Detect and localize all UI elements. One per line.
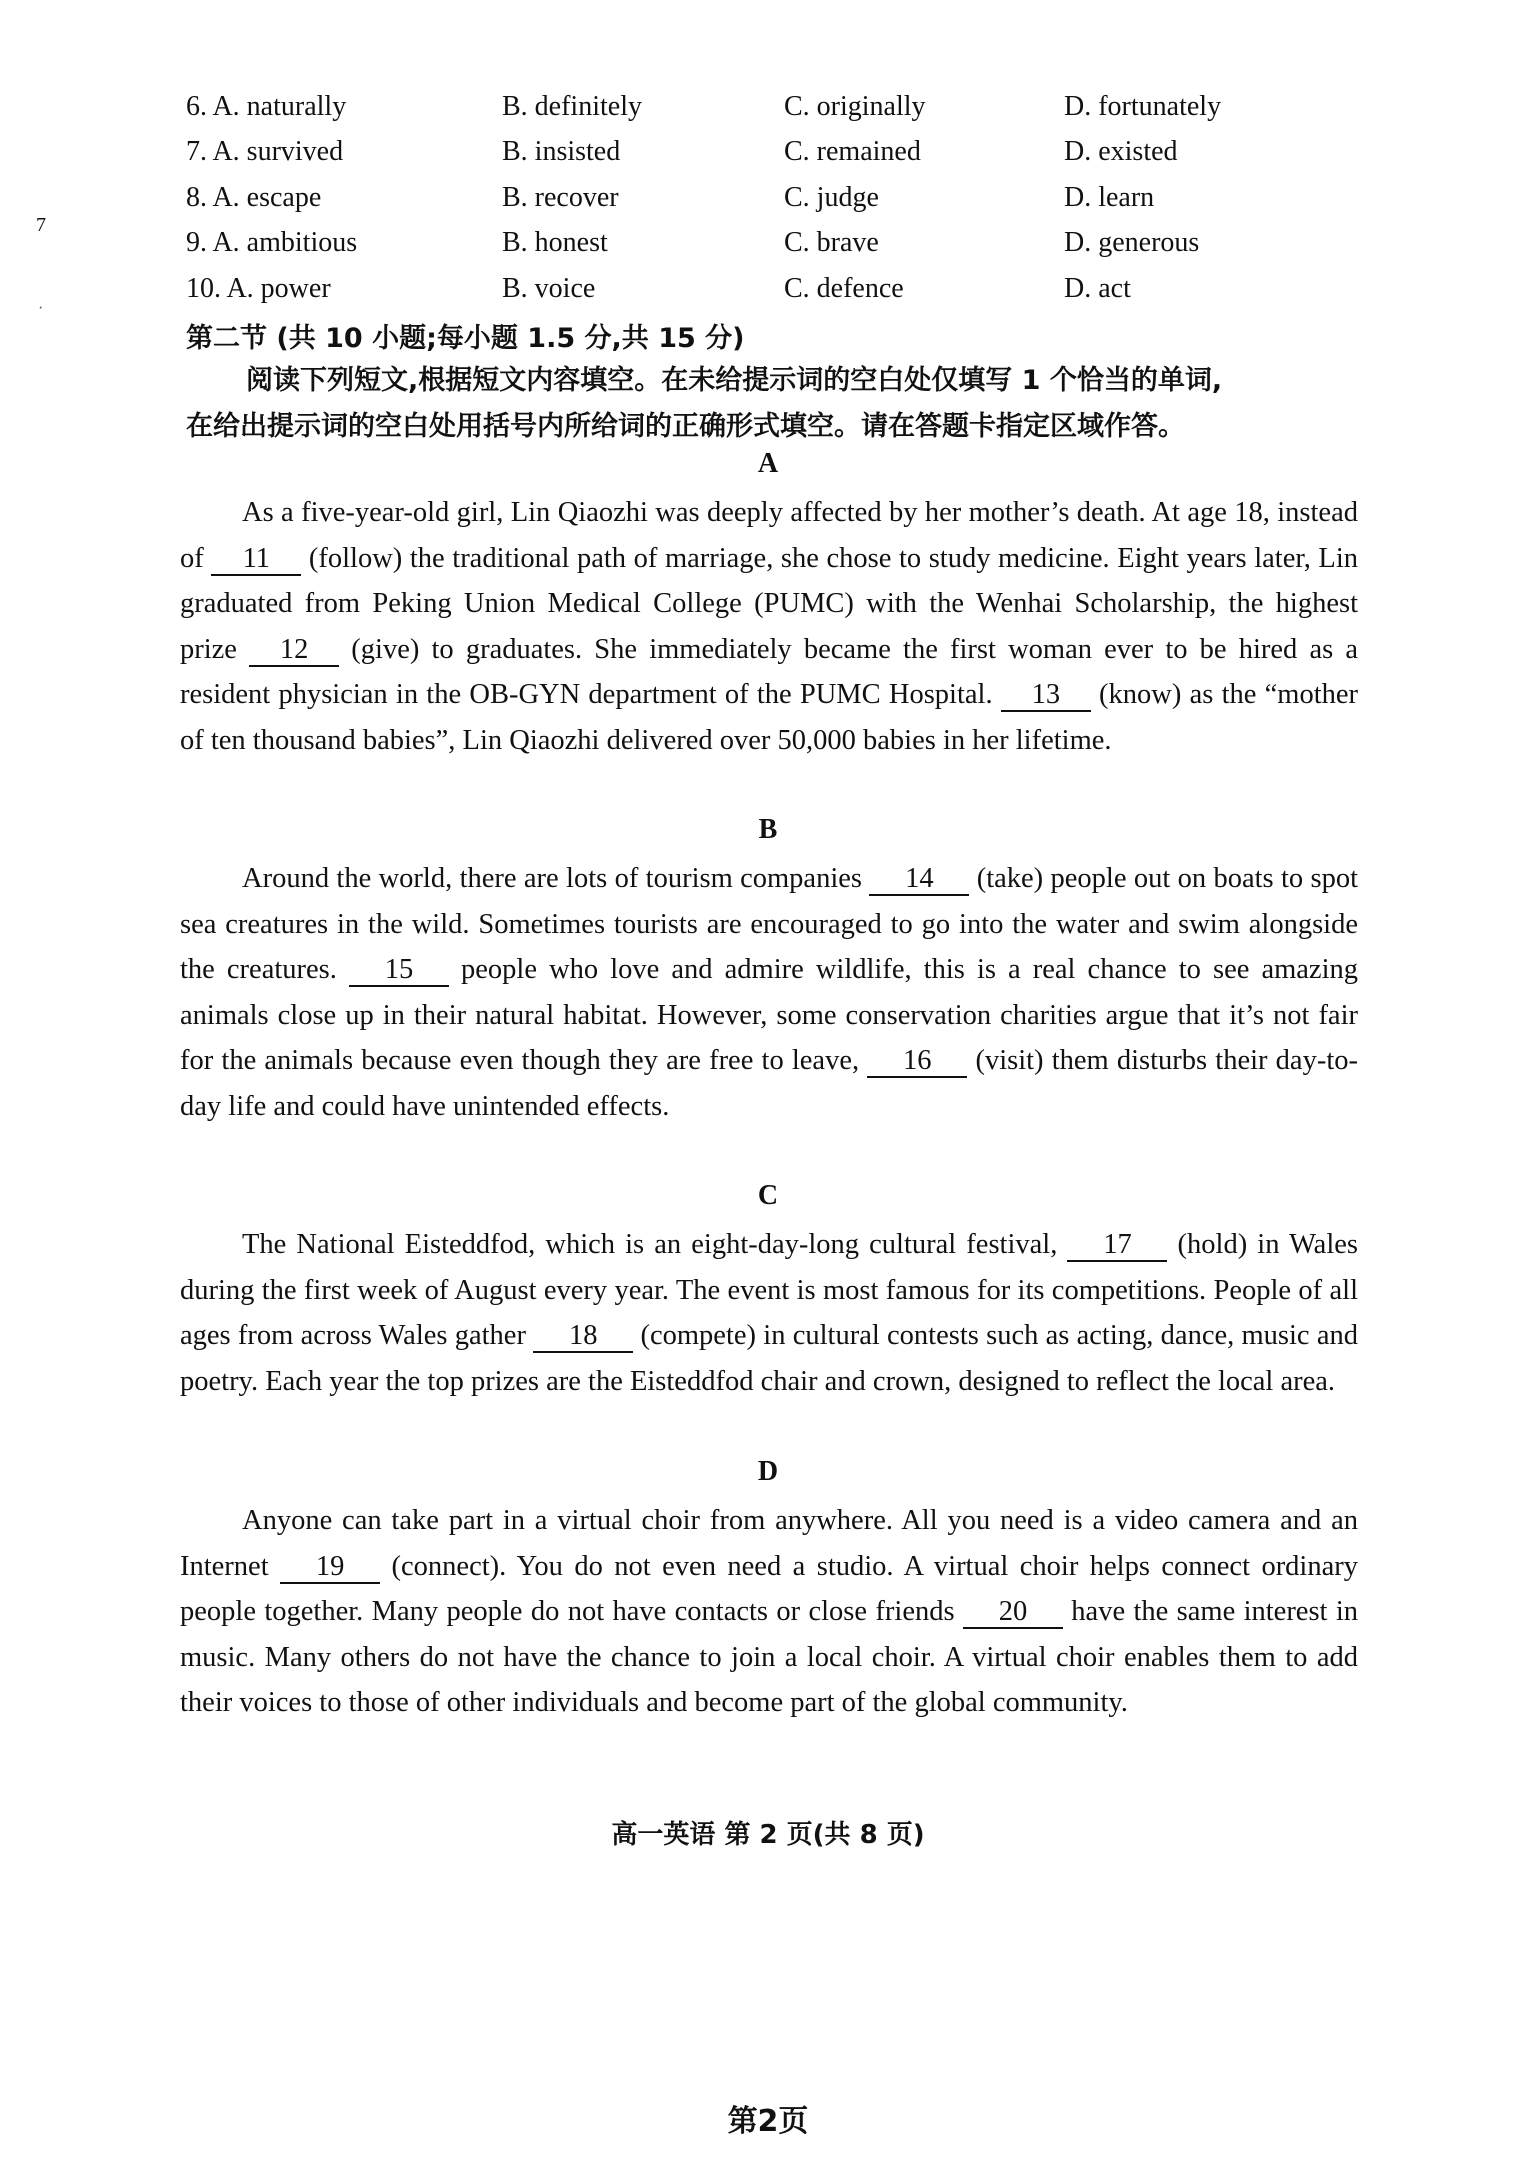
passage-label-a: A <box>757 448 779 479</box>
blank-18[interactable]: 18 <box>533 1321 633 1353</box>
option-row-6 <box>186 84 1366 130</box>
passage-text: As a five-year-old girl, Lin Qiaozhi was deeply affected by her mother’s death. At age 18, instead of <box>180 497 1358 574</box>
passage-d <box>180 1498 1358 1726</box>
passage-text: (follow) the traditional path of marriage, she chose to study medicine. Eight years later, Lin graduated from Peking Union Medical College (PUMC) with the Wenhai Scholarship, the highest prize <box>180 542 1358 665</box>
passage-text: (know) as the “mother of ten thousand babies”, Lin Qiaozhi delivered over 50,000 babies in her lifetime. <box>180 679 1359 756</box>
option-a: 10. A. power <box>186 272 331 304</box>
passage-label-c: C <box>757 1180 779 1211</box>
section-title: 第二节 (共 10 小题;每小题 1.5 分,共 15 分) <box>186 323 745 354</box>
option-c: C. judge <box>784 181 879 213</box>
option-a: 7. A. survived <box>186 136 344 168</box>
option-c: C. remained <box>784 136 921 168</box>
passage-text: (visit) them disturbs their day-to-day life and could have unintended effects. <box>180 1045 1358 1122</box>
blank-11[interactable]: 11 <box>211 544 301 576</box>
option-b: B. honest <box>502 227 608 259</box>
blank-15[interactable]: 15 <box>349 955 449 987</box>
blank-14[interactable]: 14 <box>869 864 969 896</box>
passage-label-d: D <box>757 1456 779 1487</box>
passage-text: (hold) in Wales during the first week of August every year. The event is most famous for its competitions. People of all ages from across Wales gather <box>180 1229 1358 1352</box>
blank-17[interactable]: 17 <box>1067 1230 1167 1262</box>
passage-c <box>180 1222 1358 1404</box>
option-a: 6. A. naturally <box>186 90 347 122</box>
option-c: C. brave <box>784 227 879 259</box>
blank-13[interactable]: 13 <box>1001 680 1091 712</box>
passage-b <box>180 856 1358 1130</box>
option-b: B. insisted <box>502 136 621 168</box>
option-a: 8. A. escape <box>186 181 322 213</box>
margin-dot: · <box>38 300 44 317</box>
passage-text: (take) people out on boats to spot sea creatures in the wild. Sometimes tourists are encouraged to go into the water and swim alongside the creatures. <box>180 863 1359 986</box>
option-row-8 <box>186 175 1366 221</box>
option-d: D. existed <box>1064 136 1178 168</box>
option-d: D. fortunately <box>1064 90 1222 122</box>
margin-mark: 7 <box>36 214 46 236</box>
passage-a <box>180 490 1358 764</box>
blank-19[interactable]: 19 <box>280 1552 380 1584</box>
instructions-line-2: 在给出提示词的空白处用括号内所给词的正确形式填空。请在答题卡指定区域作答。 <box>186 411 1185 442</box>
option-a: 9. A. ambitious <box>186 227 358 259</box>
option-row-7 <box>186 130 1366 176</box>
option-d: D. learn <box>1064 181 1155 213</box>
passage-text: people who love and admire wildlife, this is a real chance to see amazing animals close up in their natural habitat. However, some conservation charities argue that it’s not fair for the animals because even though they are free to leave, <box>180 954 1358 1077</box>
option-row-9 <box>186 221 1366 267</box>
page-number: 第2页 <box>727 2104 809 2139</box>
passage-text: Anyone can take part in a virtual choir from anywhere. All you need is a video camera and an Internet <box>180 1505 1358 1582</box>
option-b: B. voice <box>502 272 596 304</box>
passage-text: (give) to graduates. She immediately became the first woman ever to be hired as a resident physician in the OB-GYN department of the PUMC Hospital. <box>180 633 1358 711</box>
instructions-line-1: 阅读下列短文,根据短文内容填空。在未给提示词的空白处仅填写 1 个恰当的单词, <box>246 365 1223 396</box>
passage-text: (compete) in cultural contests such as acting, dance, music and poetry. Each year the top prizes are the Eisteddfod chair and crown, designed to reflect the local area. <box>180 1320 1359 1397</box>
blank-20[interactable]: 20 <box>963 1597 1063 1629</box>
answer-options <box>186 84 1366 312</box>
passage-text: Around the world, there are lots of tourism companies <box>242 863 870 894</box>
option-b: B. definitely <box>502 90 642 122</box>
passage-text: (connect). You do not even need a studio. A virtual choir helps connect ordinary people together. Many people do not have contacts or close friends <box>180 1550 1358 1628</box>
option-d: D. generous <box>1064 227 1200 259</box>
passage-text: have the same interest in music. Many others do not have the chance to join a local choir. A virtual choir enables them to add their voices to those of other individuals and become part of the global community. <box>180 1596 1359 1719</box>
option-c: C. originally <box>784 90 926 122</box>
passage-label-b: B <box>758 814 778 845</box>
option-d: D. act <box>1064 272 1131 304</box>
instructions <box>186 358 1356 450</box>
blank-12[interactable]: 12 <box>249 635 339 667</box>
option-b: B. recover <box>502 181 619 213</box>
blank-16[interactable]: 16 <box>867 1046 967 1078</box>
option-c: C. defence <box>784 272 904 304</box>
passage-text: The National Eisteddfod, which is an eight-day-long cultural festival, <box>242 1229 1068 1260</box>
option-row-10 <box>186 266 1366 312</box>
page-footer: 高一英语 第 2 页(共 8 页) <box>611 1820 925 1850</box>
